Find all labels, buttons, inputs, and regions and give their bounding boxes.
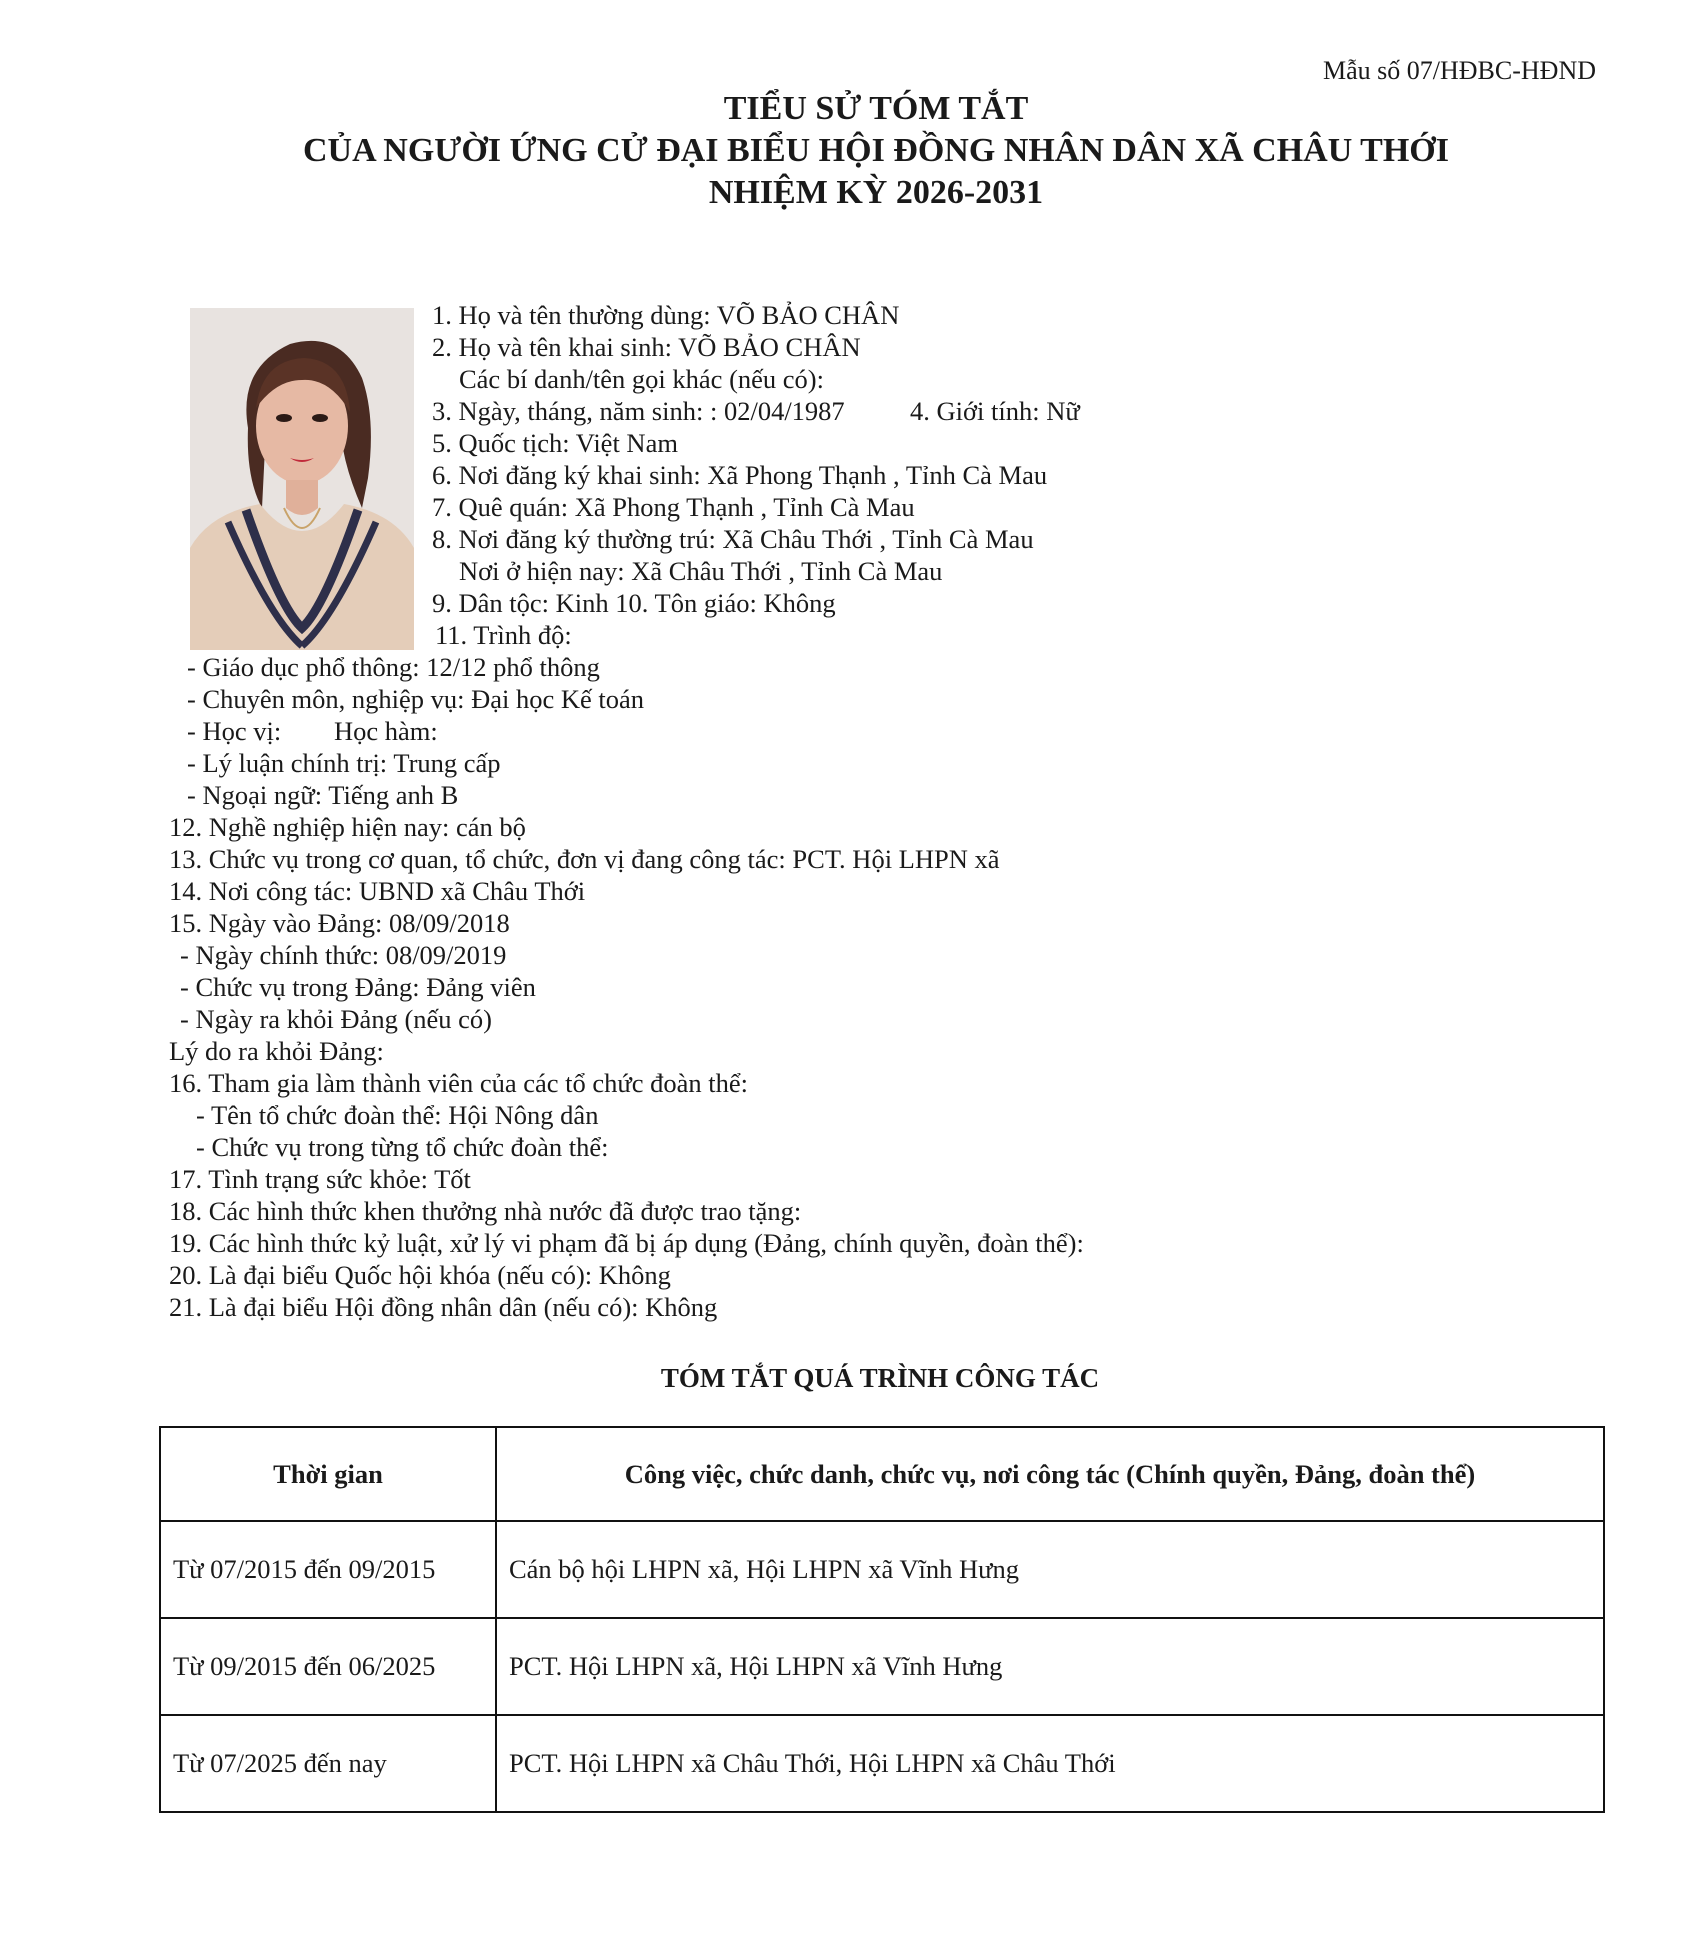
work-history-title: TÓM TẮT QUÁ TRÌNH CÔNG TÁC — [660, 1363, 1100, 1393]
header-details: Công việc, chức danh, chức vụ, nơi công tác (Chính quyền, Đảng, đoàn thể) — [496, 1427, 1604, 1521]
field-hometown: 7. Quê quán: Xã Phong Thạnh , Tỉnh Cà Mau — [432, 492, 915, 522]
field-occupation: 12. Nghề nghiệp hiện nay: cán bộ — [169, 812, 526, 842]
field-national-assembly: 20. Là đại biểu Quốc hội khóa (nếu có): Không — [169, 1260, 671, 1290]
field-organization-name: - Tên tổ chức đoàn thể: Hội Nông dân — [196, 1100, 599, 1130]
field-date-of-birth: 3. Ngày, tháng, năm sinh: : 02/04/1987 — [432, 396, 845, 426]
field-academic-degree: - Học vị: — [187, 716, 282, 746]
field-foreign-language: - Ngoại ngữ: Tiếng anh B — [187, 780, 459, 810]
field-organization-position: - Chức vụ trong từng tổ chức đoàn thể: — [196, 1132, 609, 1162]
field-party-leave-date: - Ngày ra khỏi Đảng (nếu có) — [180, 1004, 492, 1034]
title-line-3: NHIỆM KỲ 2026-2031 — [708, 174, 1044, 211]
field-nationality: 5. Quốc tịch: Việt Nam — [432, 428, 678, 458]
field-permanent-residence: 8. Nơi đăng ký thường trú: Xã Châu Thới , Tỉnh Cà Mau — [432, 524, 1034, 554]
field-birth-name: 2. Họ và tên khai sinh: VÕ BẢO CHÂN — [432, 332, 861, 362]
document-title — [0, 88, 1684, 214]
table-row — [160, 1618, 1604, 1715]
field-current-residence: Nơi ở hiện nay: Xã Châu Thới , Tỉnh Cà Mau — [459, 556, 943, 586]
title-line-1: TIỂU SỬ TÓM TẮT — [723, 90, 1029, 127]
field-organizations: 16. Tham gia làm thành viên của các tổ chức đoàn thể: — [169, 1068, 749, 1098]
field-qualifications: 11. Trình độ: — [435, 620, 572, 650]
field-ethnicity-religion: 9. Dân tộc: Kinh 10. Tôn giáo: Không — [432, 588, 836, 618]
field-disciplinary: 19. Các hình thức kỷ luật, xử lý vi phạm đã bị áp dụng (Đảng, chính quyền, đoàn thể): — [169, 1228, 1084, 1258]
field-academic-title: Học hàm: — [334, 716, 438, 746]
field-aliases: Các bí danh/tên gọi khác (nếu có): — [459, 364, 824, 394]
field-political-theory: - Lý luận chính trị: Trung cấp — [187, 748, 501, 778]
field-birth-registration: 6. Nơi đăng ký khai sinh: Xã Phong Thạnh , Tỉnh Cà Mau — [432, 460, 1048, 490]
cell-time: Từ 07/2025 đến nay — [160, 1715, 496, 1812]
field-party-leave-reason: Lý do ra khỏi Đảng: — [169, 1036, 384, 1066]
field-position: 13. Chức vụ trong cơ quan, tổ chức, đơn vị đang công tác: PCT. Hội LHPN xã — [169, 844, 1000, 874]
field-workplace: 14. Nơi công tác: UBND xã Châu Thới — [169, 876, 586, 906]
field-party-official-date: - Ngày chính thức: 08/09/2019 — [180, 940, 507, 970]
work-history-table — [159, 1426, 1605, 1813]
field-party-join-date: 15. Ngày vào Đảng: 08/09/2018 — [169, 908, 510, 938]
field-peoples-council: 21. Là đại biểu Hội đồng nhân dân (nếu có): Không — [169, 1292, 718, 1322]
cell-details: Cán bộ hội LHPN xã, Hội LHPN xã Vĩnh Hưng — [496, 1521, 1604, 1618]
portrait-photo — [190, 308, 414, 650]
field-gender: 4. Giới tính: Nữ — [910, 396, 1080, 426]
table-header-row — [160, 1427, 1604, 1521]
cell-details: PCT. Hội LHPN xã, Hội LHPN xã Vĩnh Hưng — [496, 1618, 1604, 1715]
portrait-illustration — [190, 308, 414, 650]
field-common-name: 1. Họ và tên thường dùng: VÕ BẢO CHÂN — [432, 300, 900, 330]
cell-time: Từ 09/2015 đến 06/2025 — [160, 1618, 496, 1715]
form-code: Mẫu số 07/HĐBC-HĐND — [1323, 56, 1596, 85]
header-time: Thời gian — [160, 1427, 496, 1521]
field-general-education: - Giáo dục phổ thông: 12/12 phổ thông — [187, 652, 600, 682]
field-specialization: - Chuyên môn, nghiệp vụ: Đại học Kế toán — [187, 684, 645, 714]
field-party-position: - Chức vụ trong Đảng: Đảng viên — [180, 972, 536, 1002]
table-row — [160, 1521, 1604, 1618]
cell-time: Từ 07/2015 đến 09/2015 — [160, 1521, 496, 1618]
table-row — [160, 1715, 1604, 1812]
field-health: 17. Tình trạng sức khỏe: Tốt — [169, 1164, 471, 1194]
cell-details: PCT. Hội LHPN xã Châu Thới, Hội LHPN xã Châu Thới — [496, 1715, 1604, 1812]
field-awards: 18. Các hình thức khen thưởng nhà nước đã được trao tặng: — [169, 1196, 802, 1226]
title-line-2: CỦA NGƯỜI ỨNG CỬ ĐẠI BIỂU HỘI ĐỒNG NHÂN DÂN XÃ CHÂU THỚI — [303, 132, 1449, 169]
